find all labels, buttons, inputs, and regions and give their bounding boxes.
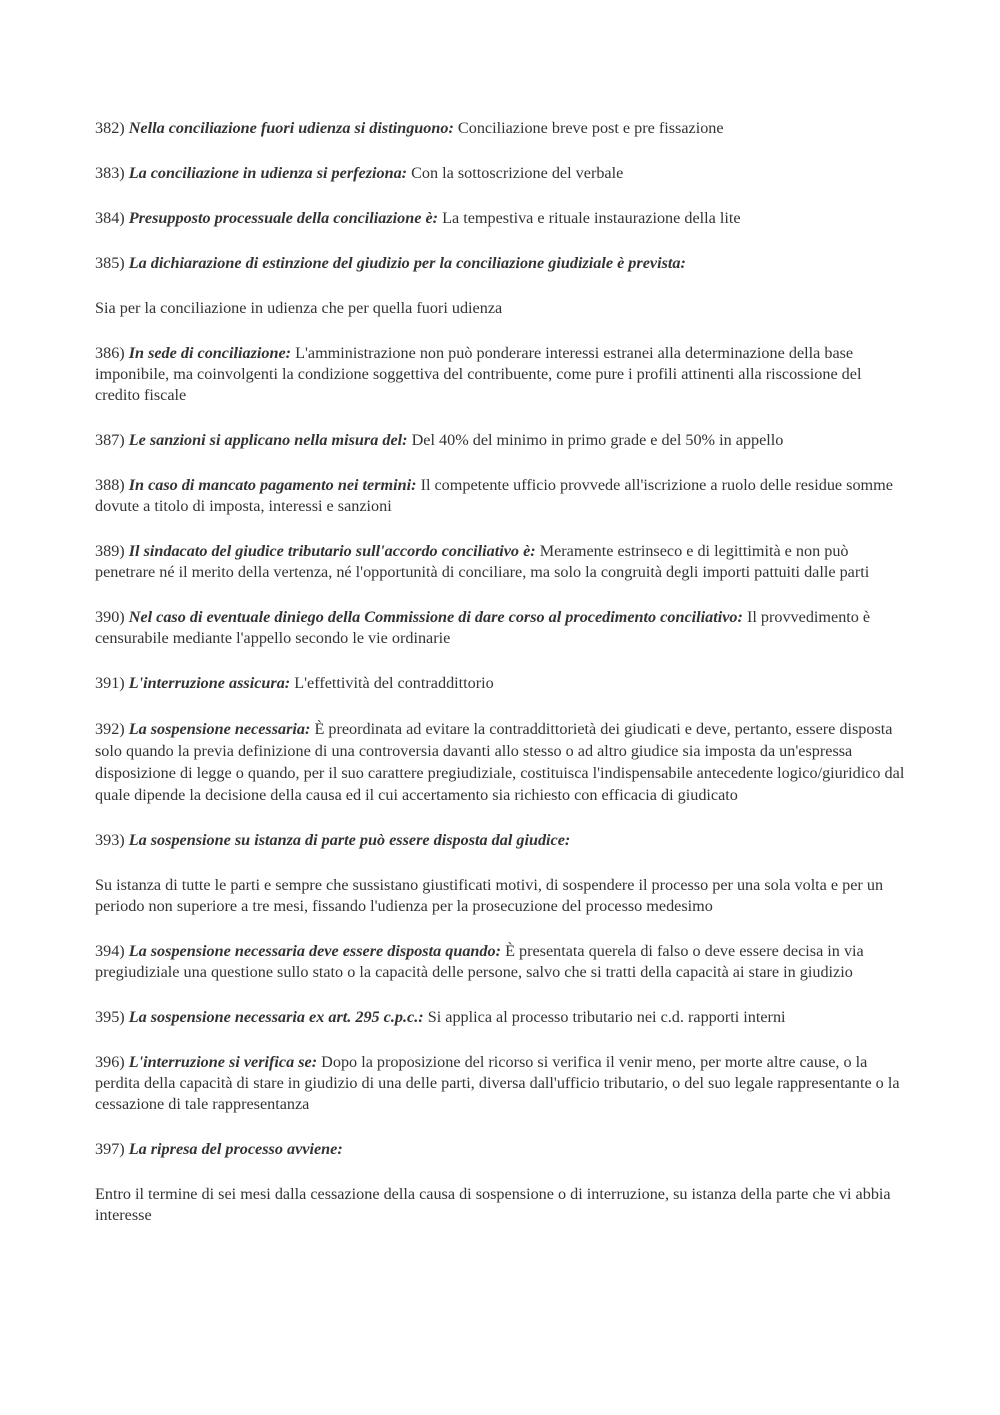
answer-paragraph-385: Sia per la conciliazione in udienza che per quella fuori udienza [95,299,503,317]
qa-item-396 [95,1052,910,1115]
item-number: 390) [95,608,125,626]
question-text: Nel caso di eventuale diniego della Commissione di dare corso al procedimento conciliativo: [128,608,743,626]
item-number: 392) [95,720,125,738]
qa-item-397 [95,1139,910,1160]
qa-item-382 [95,118,910,139]
answer-text: È presentata querela di falso o deve essere decisa in via pregiudiziale una questione sullo stato o la capacità delle persone, salvo che si tratti della capacità ai stare in giudizio [95,942,864,981]
qa-item-386 [95,343,910,406]
item-number: 395) [95,1008,125,1026]
answer-text: L'amministrazione non può ponderare interessi estranei alla determinazione della base imponibile, ma coinvolgenti la condizione soggettiva del contribuente, come pure i profili attinenti alla riscossione del credito fiscale [95,344,862,404]
answer-text: Dopo la proposizione del ricorso si verifica il venir meno, per morte altre cause, o la perdita della capacità di stare in giudizio di una delle parti, diversa dall'ufficio tributario, o del suo legale rappresentante o la cessazione di tale rappresentanza [95,1053,900,1113]
question-text: La sospensione necessaria deve essere disposta quando: [128,942,502,960]
item-number: 382) [95,119,125,137]
qa-item-388 [95,475,910,517]
qa-item-395 [95,1007,910,1028]
question-text: Presupposto processuale della conciliazione è: [128,209,439,227]
question-text: La sospensione su istanza di parte può essere disposta dal giudice: [128,831,571,849]
qa-item-391 [95,673,910,694]
question-text: Nella conciliazione fuori udienza si distinguono: [128,119,454,137]
question-text: La ripresa del processo avviene: [128,1140,343,1158]
question-text: In caso di mancato pagamento nei termini: [128,476,417,494]
item-number: 383) [95,164,125,182]
question-text: La sospensione necessaria: [128,720,311,738]
qa-item-385 [95,253,910,274]
item-number: 388) [95,476,125,494]
item-number: 386) [95,344,125,362]
question-text: La conciliazione in udienza si perfeziona: [128,164,408,182]
answer-text: Il competente ufficio provvede all'iscrizione a ruolo delle residue somme dovute a titolo di imposta, interessi e sanzioni [95,476,893,515]
question-text: Le sanzioni si applicano nella misura del: [128,431,408,449]
question-text: In sede di conciliazione: [128,344,292,362]
item-number: 396) [95,1053,125,1071]
question-text: L'interruzione si verifica se: [128,1053,318,1071]
item-number: 385) [95,254,125,272]
qa-item-383 [95,163,910,184]
item-number: 384) [95,209,125,227]
item-number: 391) [95,674,125,692]
answer-text: Del 40% del minimo in primo grade e del 50% in appello [411,431,784,449]
qa-item-390 [95,607,910,649]
answer-text: L'effettività del contraddittorio [294,674,494,692]
item-number: 397) [95,1140,125,1158]
question-text: L'interruzione assicura: [128,674,291,692]
question-text: Il sindacato del giudice tributario sull'accordo conciliativo è: [128,542,536,560]
answer-text: La tempestiva e rituale instaurazione della lite [442,209,741,227]
document-page [95,118,910,1250]
answer-text: Il provvedimento è censurabile mediante l'appello secondo le vie ordinarie [95,608,871,647]
qa-item-392 [95,718,910,806]
answer-text: Meramente estrinseco e di legittimità e non può penetrare né il merito della vertenza, né l'opportunità di conciliare, ma solo la congruità degli importi pattuiti dalle parti [95,542,870,581]
answer-text: Si applica al processo tributario nei c.d. rapporti interni [427,1008,786,1026]
qa-item-387 [95,430,910,451]
answer-text: Conciliazione breve post e pre fissazione [457,119,724,137]
answer-paragraph-397: Entro il termine di sei mesi dalla cessazione della causa di sospensione o di interruzione, su istanza della parte che vi abbia interesse [95,1185,891,1224]
item-number: 387) [95,431,125,449]
answer-text: Con la sottoscrizione del verbale [411,164,624,182]
item-number: 389) [95,542,125,560]
qa-item-389 [95,541,910,583]
item-number: 393) [95,831,125,849]
question-text: La dichiarazione di estinzione del giudizio per la conciliazione giudiziale è prevista: [128,254,686,272]
question-text: La sospensione necessaria ex art. 295 c.p.c.: [128,1008,424,1026]
qa-item-384 [95,208,910,229]
qa-item-394 [95,941,910,983]
qa-item-393 [95,830,910,851]
answer-text: È preordinata ad evitare la contraddittorietà dei giudicati e deve, pertanto, essere disposta solo quando la previa definizione di una controversia davanti allo stesso o ad altro giudice sia imposta da un'espressa disposizione di legge o quando, per il suo carattere pregiudiziale, costituisca l'indispensabile antecedente logico/giuridico dal quale dipende la decisione della causa ed il cui accertamento sia richiesto con efficacia di giudicato [95,720,905,804]
item-number: 394) [95,942,125,960]
answer-paragraph-393: Su istanza di tutte le parti e sempre che sussistano giustificati motivi, di sospendere il processo per una sola volta e per un periodo non superiore a tre mesi, fissando l'udienza per la prosecuzione del processo medesimo [95,876,884,915]
